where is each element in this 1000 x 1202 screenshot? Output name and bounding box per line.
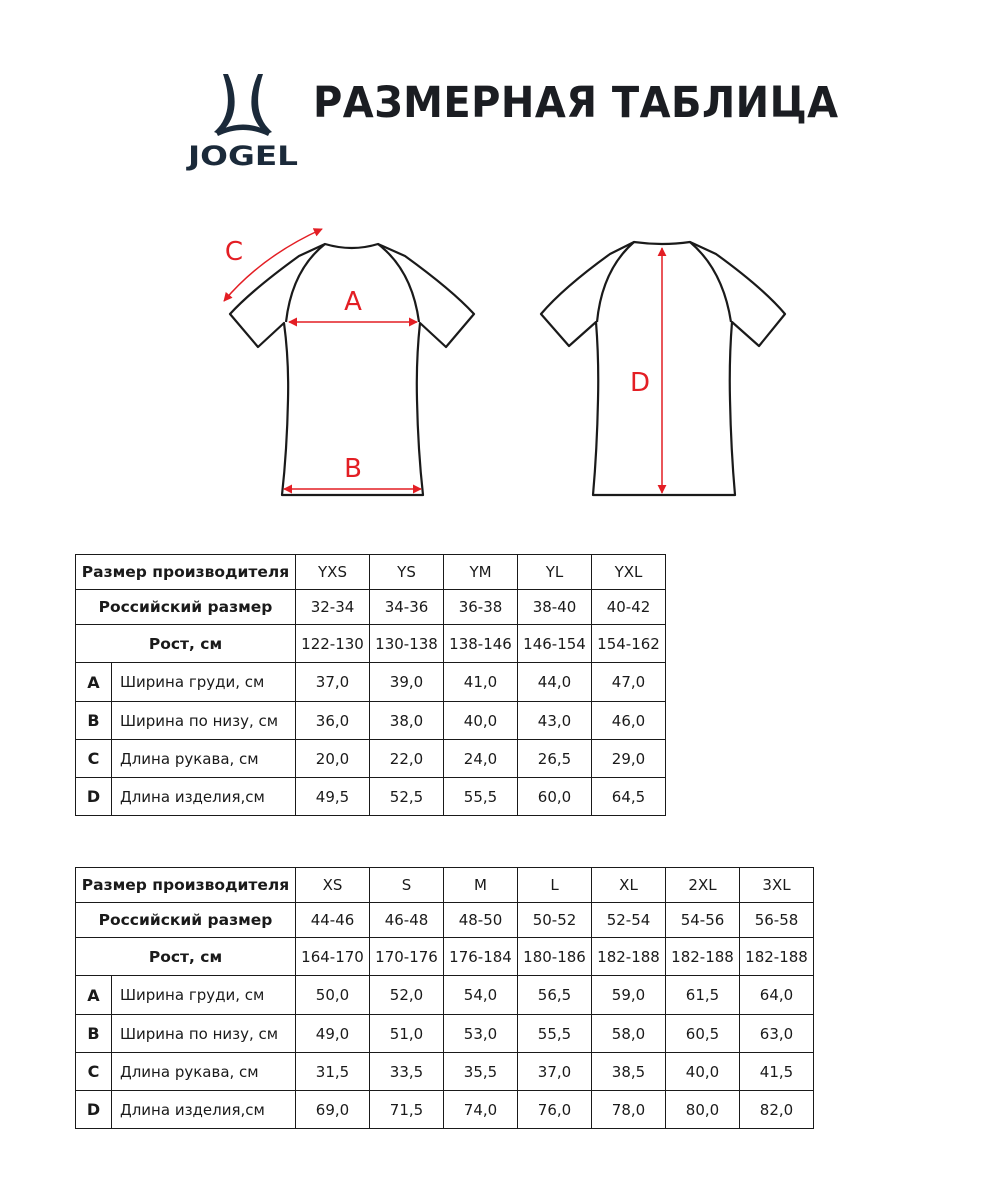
- value-cell: 20,0: [296, 740, 370, 778]
- table-row: [76, 868, 814, 903]
- size-cell: S: [370, 868, 444, 903]
- height-cell: 182-188: [740, 938, 814, 976]
- logo-wordmark: JOGEL: [186, 141, 298, 172]
- value-cell: 24,0: [444, 740, 518, 778]
- ru-size-cell: 48-50: [444, 903, 518, 938]
- value-cell: 78,0: [592, 1091, 666, 1129]
- value-cell: 58,0: [592, 1015, 666, 1053]
- size-cell: XL: [592, 868, 666, 903]
- measure-letter: B: [76, 1015, 112, 1053]
- label-c: C: [224, 237, 244, 267]
- table-row: [76, 903, 814, 938]
- value-cell: 43,0: [518, 702, 592, 740]
- value-cell: 71,5: [370, 1091, 444, 1129]
- table-row: [76, 555, 666, 590]
- table-row: [76, 1091, 814, 1129]
- back-shirt-outline: [541, 242, 785, 495]
- value-cell: 55,5: [444, 778, 518, 816]
- ru-size-cell: 44-46: [296, 903, 370, 938]
- ru-size-cell: 46-48: [370, 903, 444, 938]
- value-cell: 49,5: [296, 778, 370, 816]
- table-row: [76, 663, 666, 702]
- table-row: [76, 740, 666, 778]
- kids-size-table: [75, 554, 666, 816]
- ru-size-cell: 32-34: [296, 590, 370, 625]
- ru-size-cell: 52-54: [592, 903, 666, 938]
- size-cell: 3XL: [740, 868, 814, 903]
- size-cell: YXL: [592, 555, 666, 590]
- table-row: [76, 702, 666, 740]
- value-cell: 40,0: [444, 702, 518, 740]
- size-cell: YS: [370, 555, 444, 590]
- height-cell: 130-138: [370, 625, 444, 663]
- size-cell: YM: [444, 555, 518, 590]
- size-cell: M: [444, 868, 518, 903]
- table-row: [76, 625, 666, 663]
- value-cell: 50,0: [296, 976, 370, 1015]
- measure-letter: D: [76, 778, 112, 816]
- table-row: [76, 590, 666, 625]
- value-cell: 55,5: [518, 1015, 592, 1053]
- ru-size-cell: 56-58: [740, 903, 814, 938]
- measure-letter: C: [76, 1053, 112, 1091]
- value-cell: 76,0: [518, 1091, 592, 1129]
- value-cell: 44,0: [518, 663, 592, 702]
- value-cell: 33,5: [370, 1053, 444, 1091]
- measure-letter: B: [76, 702, 112, 740]
- maker-size-header: Размер производителя: [76, 555, 296, 590]
- ru-size-cell: 50-52: [518, 903, 592, 938]
- height-cell: 164-170: [296, 938, 370, 976]
- height-cell: 182-188: [666, 938, 740, 976]
- table-row: [76, 1053, 814, 1091]
- value-cell: 38,0: [370, 702, 444, 740]
- table-row: [76, 778, 666, 816]
- size-cell: L: [518, 868, 592, 903]
- value-cell: 37,0: [518, 1053, 592, 1091]
- height-cell: 138-146: [444, 625, 518, 663]
- value-cell: 74,0: [444, 1091, 518, 1129]
- height-cell: 122-130: [296, 625, 370, 663]
- height-cell: 180-186: [518, 938, 592, 976]
- ru-size-cell: 34-36: [370, 590, 444, 625]
- value-cell: 40,0: [666, 1053, 740, 1091]
- ru-size-cell: 36-38: [444, 590, 518, 625]
- value-cell: 22,0: [370, 740, 444, 778]
- measure-letter: D: [76, 1091, 112, 1129]
- page-title: РАЗМЕРНАЯ ТАБЛИЦА: [313, 78, 839, 128]
- size-cell: YXS: [296, 555, 370, 590]
- adult-size-table: [75, 867, 814, 1129]
- logo-mark-left: [214, 74, 235, 134]
- value-cell: 64,0: [740, 976, 814, 1015]
- measure-letter: C: [76, 740, 112, 778]
- measure-label: Длина изделия,см: [112, 1091, 296, 1129]
- label-d: D: [629, 368, 651, 398]
- measure-label: Длина рукава, см: [112, 1053, 296, 1091]
- value-cell: 59,0: [592, 976, 666, 1015]
- size-cell: XS: [296, 868, 370, 903]
- height-cell: 182-188: [592, 938, 666, 976]
- height-header: Рост, см: [76, 938, 296, 976]
- measure-label: Длина изделия,см: [112, 778, 296, 816]
- value-cell: 26,5: [518, 740, 592, 778]
- ru-size-header: Российский размер: [76, 590, 296, 625]
- height-cell: 176-184: [444, 938, 518, 976]
- measure-letter: A: [76, 976, 112, 1015]
- value-cell: 41,0: [444, 663, 518, 702]
- value-cell: 46,0: [592, 702, 666, 740]
- value-cell: 35,5: [444, 1053, 518, 1091]
- ru-size-cell: 54-56: [666, 903, 740, 938]
- value-cell: 47,0: [592, 663, 666, 702]
- maker-size-header: Размер производителя: [76, 868, 296, 903]
- value-cell: 29,0: [592, 740, 666, 778]
- value-cell: 31,5: [296, 1053, 370, 1091]
- value-cell: 51,0: [370, 1015, 444, 1053]
- value-cell: 80,0: [666, 1091, 740, 1129]
- measure-label: Длина рукава, см: [112, 740, 296, 778]
- value-cell: 82,0: [740, 1091, 814, 1129]
- value-cell: 53,0: [444, 1015, 518, 1053]
- value-cell: 64,5: [592, 778, 666, 816]
- value-cell: 49,0: [296, 1015, 370, 1053]
- value-cell: 38,5: [592, 1053, 666, 1091]
- measure-label: Ширина груди, см: [112, 976, 296, 1015]
- value-cell: 60,0: [518, 778, 592, 816]
- measure-letter: A: [76, 663, 112, 702]
- table-row: [76, 938, 814, 976]
- value-cell: 52,5: [370, 778, 444, 816]
- value-cell: 61,5: [666, 976, 740, 1015]
- value-cell: 52,0: [370, 976, 444, 1015]
- value-cell: 56,5: [518, 976, 592, 1015]
- logo-mark-right: [251, 74, 272, 134]
- table-row: [76, 976, 814, 1015]
- ru-size-header: Российский размер: [76, 903, 296, 938]
- table-row: [76, 1015, 814, 1053]
- measure-label: Ширина по низу, см: [112, 1015, 296, 1053]
- measure-label: Ширина по низу, см: [112, 702, 296, 740]
- shirt-measurement-diagram: [0, 215, 1000, 515]
- label-b: B: [344, 454, 362, 484]
- height-cell: 146-154: [518, 625, 592, 663]
- size-cell: 2XL: [666, 868, 740, 903]
- height-header: Рост, см: [76, 625, 296, 663]
- size-cell: YL: [518, 555, 592, 590]
- ru-size-cell: 38-40: [518, 590, 592, 625]
- height-cell: 154-162: [592, 625, 666, 663]
- value-cell: 60,5: [666, 1015, 740, 1053]
- value-cell: 41,5: [740, 1053, 814, 1091]
- height-cell: 170-176: [370, 938, 444, 976]
- value-cell: 36,0: [296, 702, 370, 740]
- measure-label: Ширина груди, см: [112, 663, 296, 702]
- value-cell: 63,0: [740, 1015, 814, 1053]
- ru-size-cell: 40-42: [592, 590, 666, 625]
- jogel-logo: [186, 72, 300, 172]
- value-cell: 39,0: [370, 663, 444, 702]
- value-cell: 37,0: [296, 663, 370, 702]
- value-cell: 69,0: [296, 1091, 370, 1129]
- label-a: A: [344, 287, 362, 317]
- value-cell: 54,0: [444, 976, 518, 1015]
